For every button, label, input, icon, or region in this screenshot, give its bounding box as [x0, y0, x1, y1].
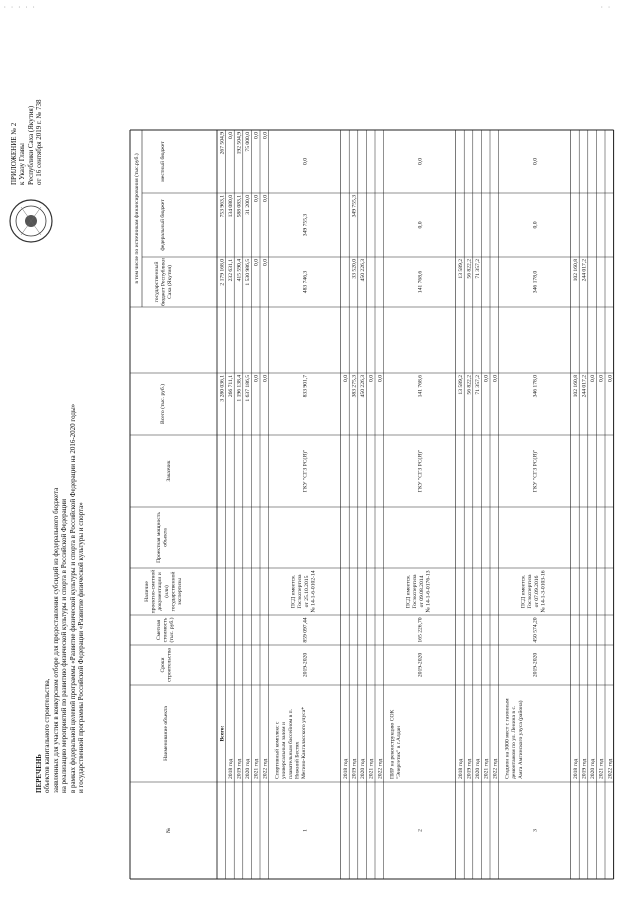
header-terms: строительства — [166, 648, 173, 682]
object-docs: от 07.09.2016 — [533, 575, 540, 608]
object-federal-budget: 0,0 — [532, 221, 539, 229]
page-mark-left: · · · · · — [3, 4, 36, 11]
header-docs: государственной — [170, 571, 177, 612]
year-state-budget-value: 102 160,8 — [572, 259, 579, 282]
year-state-budget-value: 71 357,2 — [475, 259, 482, 279]
header-state-budget: Саха (Якутия) — [167, 265, 174, 299]
object-federal-budget: 349 755,3 — [302, 213, 309, 237]
total-value: 1 637 186,5 — [245, 375, 252, 402]
total-value: 266 711,1 — [227, 375, 234, 398]
object-docs: от 25.10.2015 — [303, 575, 310, 608]
state-budget-value: 1 530 986,5 — [245, 259, 252, 286]
object-cost: 450 574,20 — [532, 617, 539, 643]
year-federal-budget-value: 349 755,3 — [351, 195, 358, 218]
object-docs: от 09.08.2014 — [418, 575, 425, 608]
year-label: 2018 год — [342, 758, 349, 779]
object-name: Амга Амгинского улуса (района) — [517, 700, 524, 779]
appendix-line: ПРИЛОЖЕНИЕ № 2 — [10, 122, 18, 185]
year-label: 2018 год — [457, 758, 464, 779]
year-state-budget-value: 33 520,0 — [351, 259, 358, 279]
total-label: Всего: — [219, 725, 226, 742]
year-state-budget-value: 244 017,2 — [581, 259, 588, 282]
object-local-budget: 0,0 — [417, 158, 424, 165]
federal-budget-value: 31 200,0 — [245, 195, 252, 215]
year-total-value: 244 017,2 — [581, 375, 588, 398]
local-budget-value: 0,0 — [262, 132, 269, 139]
year-label: 2018 год — [572, 758, 579, 779]
appendix-line: от 16 сентября 2019 г. № 738 — [35, 99, 44, 185]
header-name: Наименование объекта — [163, 706, 169, 761]
year-total-value: 13 589,2 — [457, 375, 464, 395]
object-docs: ПСД имеется. — [290, 574, 297, 609]
total-value: 3 280 036,1 — [219, 375, 226, 402]
page-mark-right: · · — [600, 4, 611, 11]
state-budget-value: 2 179 168,0 — [219, 259, 226, 286]
year-label: 2019 год — [466, 758, 473, 779]
year-total-value: 0,0 — [590, 375, 597, 382]
header-docs: (или) — [163, 585, 170, 598]
object-total: 346 178,0 — [532, 375, 539, 398]
year-state-budget-value: 450 226,3 — [360, 259, 367, 282]
year-label: 2020 год — [475, 758, 482, 779]
federal-budget-value: 588 083,1 — [236, 195, 243, 218]
header-docs: Наличие — [144, 581, 150, 602]
local-budget-value: 192 504,9 — [236, 132, 243, 155]
year-label: 2021 год — [253, 758, 260, 779]
object-total: 141 768,6 — [417, 375, 424, 398]
object-name: "Энергетик" в г.Алдан — [396, 725, 403, 779]
year-total-value: 0,0 — [492, 375, 499, 382]
appendix-line: Республики Саха (Якутия) — [26, 105, 35, 185]
local-budget-value: 0,0 — [227, 132, 234, 139]
federal-budget-value: 0,0 — [253, 195, 260, 202]
year-label: 2020 год — [245, 758, 252, 779]
object-name: Спортивный комплекс с — [274, 721, 281, 779]
year-label: 2021 год — [368, 758, 375, 779]
year-label: 2020 год — [360, 758, 367, 779]
year-total-value: 0,0 — [483, 375, 490, 382]
appendix-line: к Указу Главы — [18, 143, 27, 185]
object-customer: ГКУ "СГЗ РС(Я)" — [532, 449, 539, 493]
header-state-budget: государственный — [154, 261, 160, 303]
year-label: 2018 год — [227, 758, 234, 779]
year-label: 2021 год — [598, 758, 605, 779]
year-label: 2019 год — [236, 758, 243, 779]
title-line: ПЕРЕЧЕНЬ — [35, 754, 43, 793]
year-state-budget-value: 13 589,2 — [457, 259, 464, 279]
year-total-value: 450 226,3 — [360, 375, 367, 398]
object-state-budget: 346 178,0 — [532, 270, 539, 294]
object-name: демонтажом по ул. Ленина в с. — [511, 705, 518, 779]
year-total-value: 102 160,8 — [572, 375, 579, 398]
local-budget-value: 267 504,9 — [219, 132, 226, 155]
header-total: Всего (тыс. руб.) — [160, 383, 166, 425]
object-name: плавательным бассейном в п. — [287, 708, 294, 779]
object-name: Нижний Бестях — [294, 741, 301, 779]
header-capacity: объекта — [162, 528, 169, 547]
object-docs: ПСД имеется. — [520, 574, 527, 609]
total-value: 1 196 138,4 — [236, 375, 243, 402]
header-customer: Заказчик — [166, 460, 172, 482]
title-line: в рамках федеральной целевой программы «Развитие физической культуры и спорта в Российской Федерации на 2016-2020 годы» — [68, 403, 77, 793]
title-line: на реализацию мероприятий по развитию физической культуры и спорта в Российской Федерации — [60, 499, 69, 793]
state-budget-value: 232 631,1 — [227, 259, 234, 282]
object-customer: ГКУ "СГЗ РС(Я)" — [302, 449, 309, 493]
object-state-budget: 483 746,3 — [302, 270, 309, 294]
object-name: универсальным залом и — [281, 722, 288, 779]
object-federal-budget: 0,0 — [417, 221, 424, 229]
year-label: 2022 год — [377, 758, 384, 779]
year-label: 2020 год — [590, 758, 597, 779]
object-docs: Госэкспертиза — [412, 574, 419, 609]
object-local-budget: 0,0 — [302, 158, 309, 165]
header-docs: экспертизы — [177, 577, 183, 606]
header-docs: проектно-сметной — [150, 569, 157, 614]
year-total-value: 71 357,2 — [475, 375, 482, 395]
object-docs: № 14-1-3-0103-16 — [540, 570, 547, 613]
federal-budget-value: 134 080,0 — [227, 195, 234, 218]
total-value: 0,0 — [262, 375, 269, 382]
object-number: 1 — [302, 829, 309, 832]
header-state-budget: бюджет Республики — [160, 258, 167, 306]
header-capacity: Проектная мощность — [156, 512, 162, 563]
object-cost: 165 226,70 — [417, 617, 424, 643]
object-name: Мегино-Кангаласского улуса* — [301, 706, 307, 779]
year-label: 2019 год — [581, 758, 588, 779]
local-budget-value: 0,0 — [253, 132, 260, 139]
object-cost: 859 097,44 — [302, 617, 309, 643]
state-budget-value: 0,0 — [253, 259, 260, 266]
object-number: 2 — [417, 829, 424, 832]
header-cost: Сметная — [156, 619, 162, 641]
year-state-budget-value: 56 822,2 — [466, 259, 473, 279]
total-value: 0,0 — [253, 375, 260, 382]
object-docs: Госэкспертиза — [527, 574, 534, 609]
header-sources-group: в том числе по источникам финансирования (тыс.руб.) — [134, 153, 140, 284]
title-line: объектов капитального строительства, — [43, 678, 52, 793]
object-terms: 2019-2020 — [532, 652, 539, 678]
title-line: и государственной программы Российской Федерации «Развитие физической культуры и спорта» — [77, 502, 86, 793]
year-total-value: 0,0 — [607, 375, 614, 382]
state-budget-value: 0,0 — [262, 259, 269, 266]
header-num: № — [166, 827, 172, 834]
header-cost: (тыс. руб.) — [169, 617, 176, 643]
local-budget-value: 75 000,0 — [245, 132, 252, 152]
year-total-value: 0,0 — [598, 375, 605, 382]
year-label: 2022 год — [262, 758, 269, 779]
object-docs: ПСД имеется. — [405, 574, 412, 609]
object-name: ПИР на реконструкцию СОК — [389, 709, 396, 779]
header-federal-budget: федеральный бюджет — [160, 199, 166, 251]
federal-budget-value: 753 963,1 — [219, 195, 226, 218]
header-local-budget: местный бюджет — [160, 141, 166, 182]
year-total-value: 383 275,3 — [351, 375, 358, 398]
object-docs: № 14-1-6-0102-14 — [310, 570, 317, 613]
year-label: 2022 год — [607, 758, 614, 779]
object-state-budget: 141 768,6 — [417, 270, 424, 294]
object-number: 3 — [532, 829, 539, 832]
year-label: 2022 год — [492, 758, 499, 779]
year-total-value: 0,0 — [377, 375, 384, 382]
object-terms: 2019-2020 — [417, 652, 424, 678]
object-docs: Госэкспертиза — [297, 574, 304, 609]
object-customer: ГКУ "СГЗ РС(Я)" — [417, 449, 424, 493]
header-terms: Сроки — [160, 657, 166, 673]
header-cost: стоимость — [162, 617, 169, 643]
federal-budget-value: 0,0 — [262, 195, 269, 202]
object-name: Стадион на 3000 мест с газонным — [504, 698, 511, 779]
object-docs: № 14-1-6-0176-13 — [425, 570, 432, 613]
title-line: заявленных для участия в конкурсном отборе для предоставления субсидий из федерального бюджета — [51, 487, 60, 793]
object-local-budget: 0,0 — [532, 158, 539, 165]
year-total-value: 0,0 — [342, 375, 349, 382]
state-budget-value: 415 590,4 — [236, 259, 243, 282]
year-total-value: 0,0 — [368, 375, 375, 382]
object-terms: 2019-2020 — [302, 652, 309, 678]
year-label: 2021 год — [483, 758, 490, 779]
object-total: 833 901,7 — [302, 375, 309, 398]
year-total-value: 56 822,2 — [466, 375, 473, 395]
year-label: 2019 год — [351, 758, 358, 779]
header-docs: документации и — [157, 572, 164, 611]
